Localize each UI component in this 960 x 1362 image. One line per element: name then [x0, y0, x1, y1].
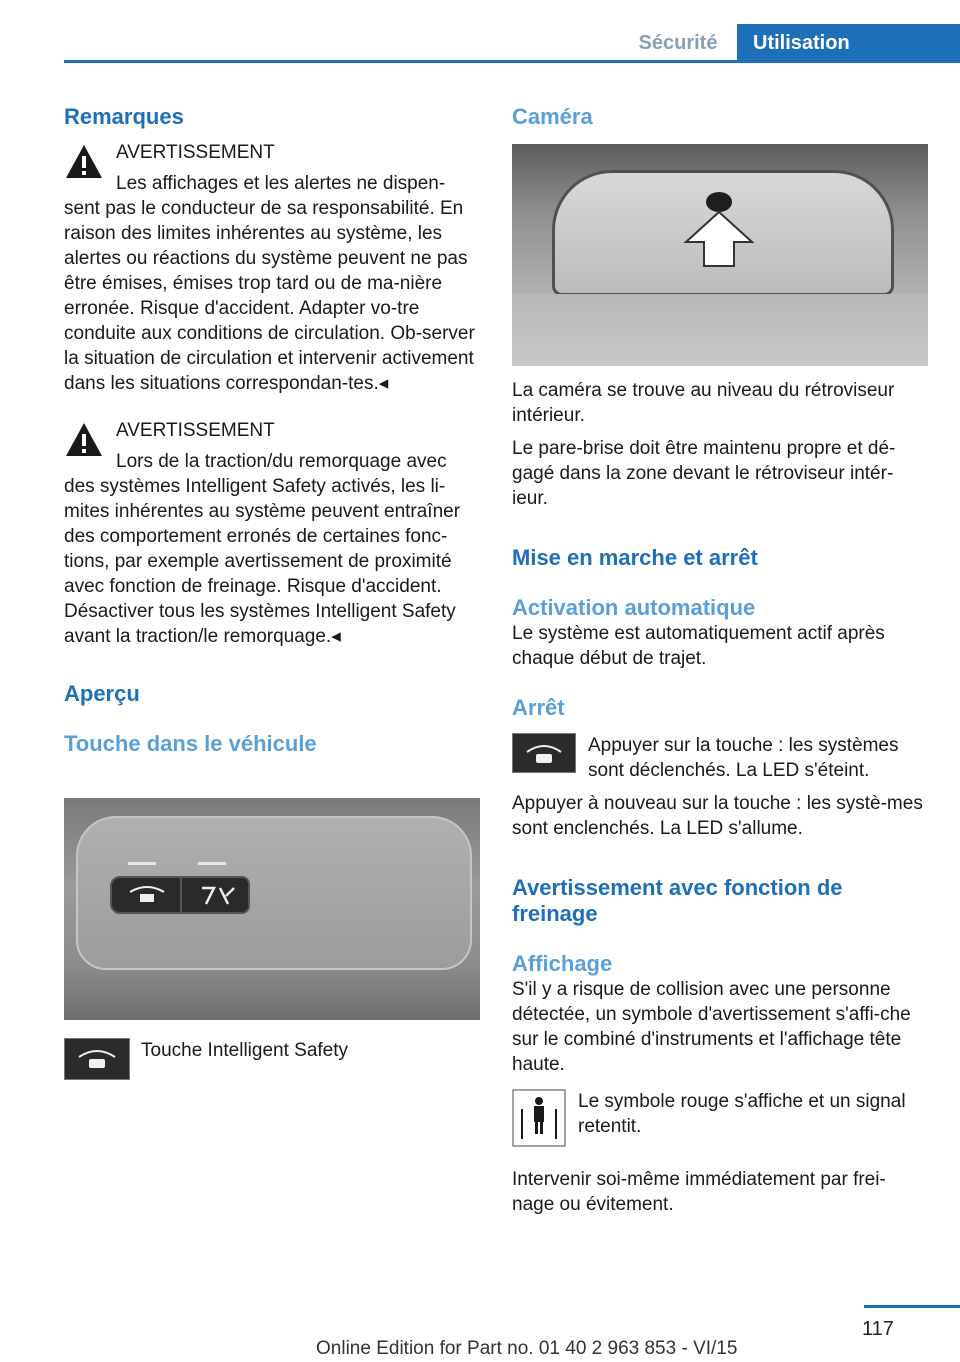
touche-photo	[64, 798, 480, 1020]
left-column	[64, 104, 480, 757]
header-rule	[64, 60, 960, 63]
arrow-up-icon	[682, 210, 756, 268]
warning-2-first-line: Lors de la traction/du remorquage avec	[116, 451, 447, 472]
arret-heading: Arrêt	[512, 695, 565, 720]
affichage-heading: Affichage	[512, 951, 613, 976]
arret-text: Appuyer sur la touche : les systèmes sont déclenchés. La LED s'éteint.	[588, 735, 899, 781]
pedestrian-warning-icon	[512, 1089, 566, 1147]
page-number: 117	[862, 1318, 894, 1340]
warning-block-1	[64, 140, 480, 396]
warning-2-text: des systèmes Intelligent Safety activés, les li-mites inhérentes au système peuvent entraîner des comportement erronés de certaines fonc-tions, par exemple avertissement de proximité avec fonction de freinage. Risque d'accident. Désactiver tous les systèmes Intelligent Safety avant la traction/le remorquage.◂	[64, 476, 461, 647]
camera-text-1: La caméra se trouve au niveau du rétroviseur intérieur.	[512, 380, 895, 426]
intelligent-safety-button-icon	[64, 1038, 130, 1080]
intelligent-safety-button-icon	[512, 733, 576, 773]
warning-1-first-line: Les affichages et les alertes ne dispen-	[116, 173, 446, 194]
footer-rule	[864, 1305, 960, 1308]
remarques-heading: Remarques	[64, 104, 184, 129]
warning-2-label: AVERTISSEMENT	[116, 420, 275, 441]
warning-triangle-icon	[64, 420, 104, 460]
touche-button-lane	[180, 876, 250, 914]
car-ahead-icon	[513, 734, 575, 772]
mise-en-marche-heading: Mise en marche et arrêt	[512, 545, 758, 570]
arret-text-2: Appuyer à nouveau sur la touche : les systè-mes sont enclenchés. La LED s'allume.	[512, 793, 923, 839]
warning-block-2	[64, 418, 480, 649]
symbole-text: Le symbole rouge s'affiche et un signal retentit.	[578, 1091, 906, 1137]
touche-button-safety	[110, 876, 184, 914]
touche-heading: Touche dans le véhicule	[64, 731, 317, 756]
camera-heading: Caméra	[512, 104, 593, 129]
led-indicator-2	[198, 862, 226, 865]
affichage-text: S'il y a risque de collision avec une personne détectée, un symbole d'avertissement s'affi-che sur le combiné d'instruments et l'affichage tête haute.	[512, 979, 911, 1075]
camera-text-2: Le pare-brise doit être maintenu propre et dé-gagé dans la zone devant le rétroviseur intér-ieur.	[512, 438, 896, 509]
lane-departure-icon	[182, 878, 248, 912]
intelligent-safety-icon	[112, 878, 182, 912]
avertissement-heading: Avertissement avec fonction de freinage	[512, 875, 843, 926]
dashboard	[512, 294, 928, 366]
led-indicator-1	[128, 862, 156, 865]
warning-triangle-icon	[64, 142, 104, 182]
apercu-heading: Aperçu	[64, 681, 140, 706]
edition-footer: Online Edition for Part no. 01 40 2 963 853 - VI/15	[316, 1338, 738, 1359]
right-column	[512, 378, 928, 1217]
car-ahead-icon	[65, 1039, 129, 1079]
camera-lens-icon	[706, 192, 732, 212]
warning-1-text: sent pas le conducteur de sa responsabilité. En raison des limites inhérentes au système, les alertes ou réactions du système peuvent ne pas être émises, émises trop tard ou de ma-nière erronée. Risque d'accident. Adapter vo-tre conduite aux conditions de circulation. Ob-server la situation de circulation et intervenir activement dans les situations correspondan-tes.◂	[64, 198, 475, 394]
activation-text: Le système est automatiquement actif après chaque début de trajet.	[512, 623, 885, 669]
warning-1-label: AVERTISSEMENT	[116, 142, 275, 163]
symbole-block	[512, 1089, 928, 1149]
header-tab-utilisation[interactable]: Utilisation	[737, 24, 960, 62]
intervenir-text: Intervenir soi-même immédiatement par frei-nage ou évitement.	[512, 1169, 886, 1215]
arret-icon-block	[512, 733, 928, 783]
activation-heading: Activation automatique	[512, 595, 756, 620]
touche-caption: Touche Intelligent Safety	[141, 1040, 349, 1061]
header-tab-securite[interactable]: Sécurité	[638, 32, 718, 54]
camera-photo	[512, 144, 928, 366]
